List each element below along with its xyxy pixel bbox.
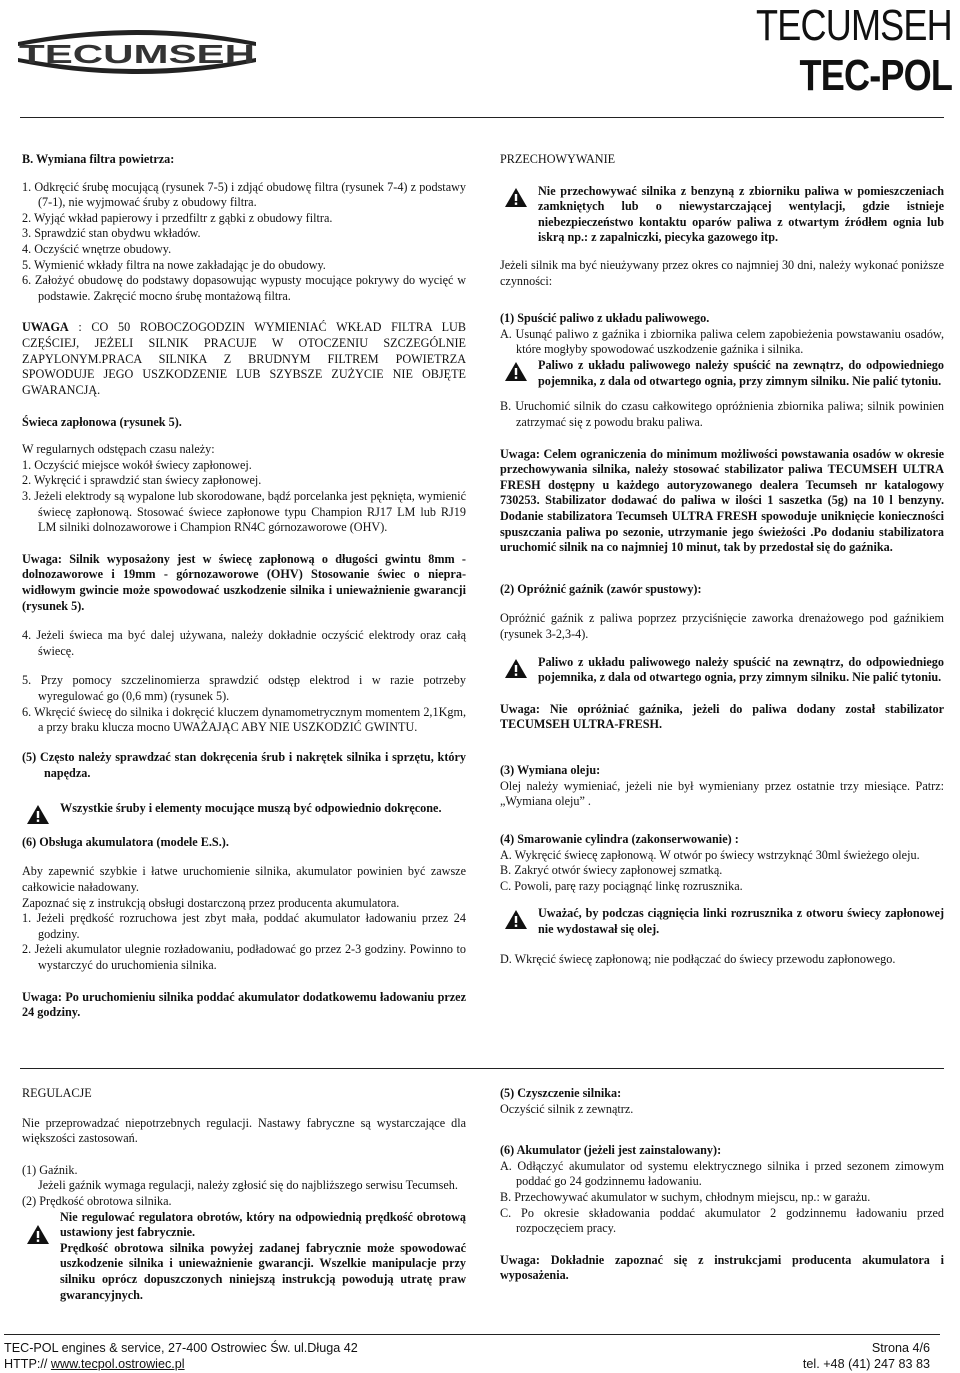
section-divider [20,1068,944,1069]
section-title-cylinder: (4) Smarowanie cylindra (zakonserwowanie) : [500,831,739,846]
list-item: 6. Założyć obudowę do podstawy dopasowując wypusty mocujące pokrywy do wycięć w podstawie. Zakręcić mocno śrubę montażową filtra. [22,273,466,303]
uwaga-label: UWAGA [22,320,69,335]
list-item: C. Po okresie składowania poddać akumulator 2 godzinnemu ładowaniu przed rozpoczęciem pracy. [500,1205,944,1236]
footer-web [4,1356,358,1372]
paragraph: Jeżeli silnik ma być nieużywany przez okres co najmniej 30 dni, należy wykonać poniższe czynności: [500,258,944,288]
section-title-regulacje: REGULACJE [22,1086,92,1100]
list-item: 2. Wyjąć wkład papierowy i przedfiltr z gąbki z obudowy filtra. [22,210,333,225]
warning-icon [504,361,528,382]
website-link[interactable]: www.tecpol.ostrowiec.pl [50,1357,185,1372]
warning-icon [26,1224,50,1245]
list-item: B. Zakryć otwór świecy zapłonowej szmatką. [500,863,723,878]
left-column [22,152,466,1021]
section-title-swieca: Świeca zapłonowa (rysunek 5). [22,414,182,429]
section-title-sruby: (5) Często należy sprawdzać stan dokręcenia śrub i nakrętek silnika i sprzętu, który napędza. [22,749,466,780]
right-column [500,152,944,967]
section-title-gaznik-reg: (1) Gaźnik. [22,1162,78,1177]
warning-regulacja [22,1210,466,1304]
warning-sruby [22,801,466,817]
warning-text: Nie regulować regulatora obrotów, który na odpowiednią prędkość obrotową ustawiony jest fabrycznie. [60,1209,466,1240]
section-title-akumulator: (6) Obsługa akumulatora (modele E.S.). [22,834,229,849]
warning-text: Paliwo z układu paliwowego należy spuścić na zewnątrz, do odpowiedniego pojemnika, z dala od otwartego ognia, przy zimnym silniku. Nie palić tytoniu. [538,654,944,685]
brand-tecumseh: TECUMSEH [756,1,952,50]
paragraph: Oczyścić silnik z zewnątrz. [500,1101,634,1116]
section-title-czyszczenie: (5) Czyszczenie silnika: [500,1086,622,1100]
warning-icon [504,658,528,679]
header-divider [20,117,944,118]
uwaga-stabilizator: Uwaga: Celem ograniczenia do minimum możliwości powstawania osadów w okresie przechowywania silnika, należy stosować stabilizator paliwa TECUMSEH ULTRA FRESH dostępny u każdego autoryzowanego dealera Tecumseh nr katalogowy 730253. Stabilizator dodawać do paliwa w ilości 1 saszetka (5g) na 10 l benzyny. Dodanie stabilizatora Tecumseh ULTRA FRESH spowoduje uniknięcie konieczności spuszczania paliwa po sezonie, utrzymanie jego świeżości .Po dodaniu stabilizatora uruchomić silnik na co najmniej 10 minut, tak by przedostał się do gaźnika. [500,446,944,555]
warning-text: Wszystkie śruby i elementy mocujące muszą być odpowiednio dokręcone. [60,801,442,816]
footer-right [803,1340,930,1373]
warning-text: Uważać, by podczas ciągnięcia linki rozrusznika z otworu świecy zapłonowej nie wydostawał się olej. [538,906,944,936]
page-number: Strona 4/6 [871,1341,930,1355]
warning-linka [500,906,944,937]
tecumseh-logo [8,22,266,78]
czyszczenie-section [500,1086,944,1284]
uwaga-ultra-fresh: Uwaga: Nie opróżniać gaźnika, jeżeli do paliwa dodany został stabilizator TECUMSEH ULTRA-FRESH. [500,701,944,732]
uwaga-akumulator-2: Uwaga: Dokładnie zapoznać się z instrukcjami producenta akumulatora i wyposażenia. [500,1252,944,1283]
list-item: B. Przechowywać akumulator w suchym, chłodnym miejscu, np.: w garażu. [500,1190,871,1205]
list-item: 2. Jeżeli akumulator ulegnie rozładowaniu, podładować go przez 2-3 godziny. Powinno to wystarczyć do uruchomienia silnika. [22,942,466,972]
list-item: D. Wkręcić świecę zapłonową; nie podłączać do świecy przewodu zapłonowego. [500,951,896,966]
section-title-gaznik: (2) Opróżnić gaźnik (zawór spustowy): [500,581,702,596]
list-item: 5. Przy pomocy szczelinomierza sprawdzić odstęp elektrod i w razie potrzeby wyregulować go (0,6 mm) (rysunek 5). [22,673,466,704]
warning-paliwo-2 [500,655,944,686]
uwaga-swieca: Uwaga: Silnik wyposażony jest w świecę zapłonową o długości gwintu 8mm - dolnozaworowe i 19mm - górnozaworowe (OHV) Stosowanie świec o nieprawidłowym gwincie może spowodować uszkodzenie silnika i unieważnienie gwarancji (rysunek 5). [22,551,466,613]
regulacje-section [22,1086,466,1303]
footer-http: HTTP:// [4,1357,51,1372]
section-title-spusc: (1) Spuścić paliwo z układu paliwowego. [500,311,710,326]
list-item: 3. Jeżeli elektrody są wypalone lub skorodowane, bądź porcelanka jest pęknięta, wymienić świecę zapłonową. Stosować świece zapłonowe typu Champion RJ17 LM lub RJ19 LM silniki dolnozaworowe i Champion RN4C górnozaworowe (OHV). [22,488,466,535]
svg-text:TECUMSEH: TECUMSEH [19,39,255,69]
paragraph: Zapoznać się z instrukcją obsługi dostarczoną przez producenta akumulatora. [22,895,400,910]
warning-paliwo [500,358,944,389]
paragraph: Jeżeli gaźnik wymaga regulacji, należy zgłosić się do najbliższego serwisu Tecumseh. [38,1178,458,1193]
uwaga-caps [22,320,466,398]
warning-text: Nie przechowywać silnika z benzyną z zbiorniku paliwa w pomieszczeniach zamkniętych lub o niewystarczającej wentylacji, gdzie istnieje niebezpieczeństwo kontaktu oparów paliwa z otwartym źródłem ognia lub iskrą np.: z zapalniczki, piecyka gazowego itp. [538,183,944,245]
paragraph: Nie przeprowadzać niepotrzebnych regulacji. Nastawy fabryczne są wystarczające dla większości zastosowań. [22,1115,466,1146]
list-item: 3. Sprawdzić stan obydwu wkładów. [22,226,201,241]
section-title-akumulator-2: (6) Akumulator (jeżeli jest zainstalowany): [500,1143,722,1158]
warning-text: Prędkość obrotowa silnika powyżej zadanej fabrycznie może spowodować uszkodzenie silnika i unieważnienie gwarancji. Wszelkie manipulacje przy silniku oprócz dopuszczonych niniejszą instrukcją powodują utratę praw gwarancyjnych. [60,1240,466,1302]
footer-phone: tel. +48 (41) 247 83 83 [802,1357,930,1372]
paragraph: Olej należy wymieniać, jeżeli nie był wymieniany przez ostatnie trzy miesiące. Patrz: „Wymiana oleju” . [500,778,944,809]
footer-divider [4,1334,940,1335]
uwaga-akumulator: Uwaga: Po uruchomieniu silnika poddać akumulator dodatkowemu ładowaniu przez 24 godziny. [22,989,466,1020]
section-title-predkosc: (2) Prędkość obrotowa silnika. [22,1194,172,1209]
list-item: 1. Odkręcić śrubę mocującą (rysunek 7-5) i zdjąć obudowę filtra (rysunek 7-4) z podstawy (7-1), nie wyjmować śruby z obudowy filtra. [22,179,466,210]
list-item: 5. Wymienić wkłady filtra na nowe zakładając je do obudowy. [22,257,326,272]
warning-przechowywanie [500,184,944,246]
section-title-przechowywanie: PRZECHOWYWANIE [500,152,616,166]
list-item: 6. Wkręcić świecę do silnika i dokręcić kluczem dynamometrycznym momentem 2,1Kgm, a przy braku klucza mocno UWAŻAJĄC ABY NIE USZKODZIĆ GWINTU. [22,704,466,735]
paragraph: W regularnych odstępach czasu należy: [22,442,215,457]
paragraph: Opróżnić gaźnik z paliwa poprzez przyciśnięcie zaworka drenażowego pod gaźnikiem (rysunek 3-2,3-4). [500,611,944,642]
paragraph: Aby zapewnić szybkie i łatwe uruchomienie silnika, akumulator powinien być zawsze całkowicie naładowany. [22,864,466,894]
warning-icon [26,804,50,825]
uwaga-text: : CO 50 ROBOCZOGODZIN WYMIENIAĆ WKŁAD FILTRA LUB CZĘŚCIEJ, JEŻELI SILNIK PRACUJE W OTOCZENIU SZCZEGÓLNIE ZAPYLONYM.PRACA SILNIKA Z BRUDNYM FILTREM POWIETRZA SPOWODUJE JEGO USZKODZENIE LUB SZYBSZE ZUŻYCIE NIE OBJĘTE GWARANCJĄ. [22,320,466,397]
list-item: B. Uruchomić silnik do czasu całkowitego opróżnienia zbiornika paliwa; silnik powinien zatrzymać się z powodu braku paliwa. [500,399,944,429]
warning-icon [504,187,528,208]
warning-icon [504,909,528,930]
footer-address: TEC-POL engines & service, 27-400 Ostrowiec Św. ul.Długa 42 [4,1341,358,1355]
section-title-filtr: B. Wymiana filtra powietrza: [22,152,175,166]
section-title-olej: (3) Wymiana oleju: [500,763,601,778]
list-item: 2. Wykręcić i sprawdzić stan świecy zapłonowej. [22,473,262,488]
list-item: 4. Jeżeli świeca ma być dalej używana, należy dokładnie oczyścić elektrody oraz całą świecę. [22,628,466,658]
list-item: 1. Oczyścić miejsce wokół świecy zapłonowej. [22,457,252,472]
list-item: 1. Jeżeli prędkość rozruchowa jest zbyt mała, poddać akumulator ładowaniu przez 24 godziny. [22,911,466,941]
list-item: A. Usunąć paliwo z gaźnika i zbiornika paliwa celem zapobieżenia powstawaniu osadów, które mogłyby spowodować uszkodzenie gaźnika i silnika. [500,326,944,357]
list-item: 4. Oczyścić wnętrze obudowy. [22,242,172,257]
warning-text: Paliwo z układu paliwowego należy spuścić na zewnątrz, do odpowiedniego pojemnika, z dala od otwartego ognia, przy zimnym silniku. Nie palić tytoniu. [538,358,944,388]
footer-left [4,1340,358,1373]
list-item: C. Powoli, parę razy pociągnąć linkę rozrusznika. [500,878,743,893]
brand-tecpol: TEC-POL [799,51,952,100]
list-item: A. Odłączyć akumulator od systemu elektrycznego silnika i przed sezonem zimowym poddać go 24 godzinnemu ładowaniu. [500,1158,944,1189]
list-item: A. Wykręcić świecę zapłonową. W otwór po świecy wstrzyknąć 30ml świeżego oleju. [500,847,920,862]
